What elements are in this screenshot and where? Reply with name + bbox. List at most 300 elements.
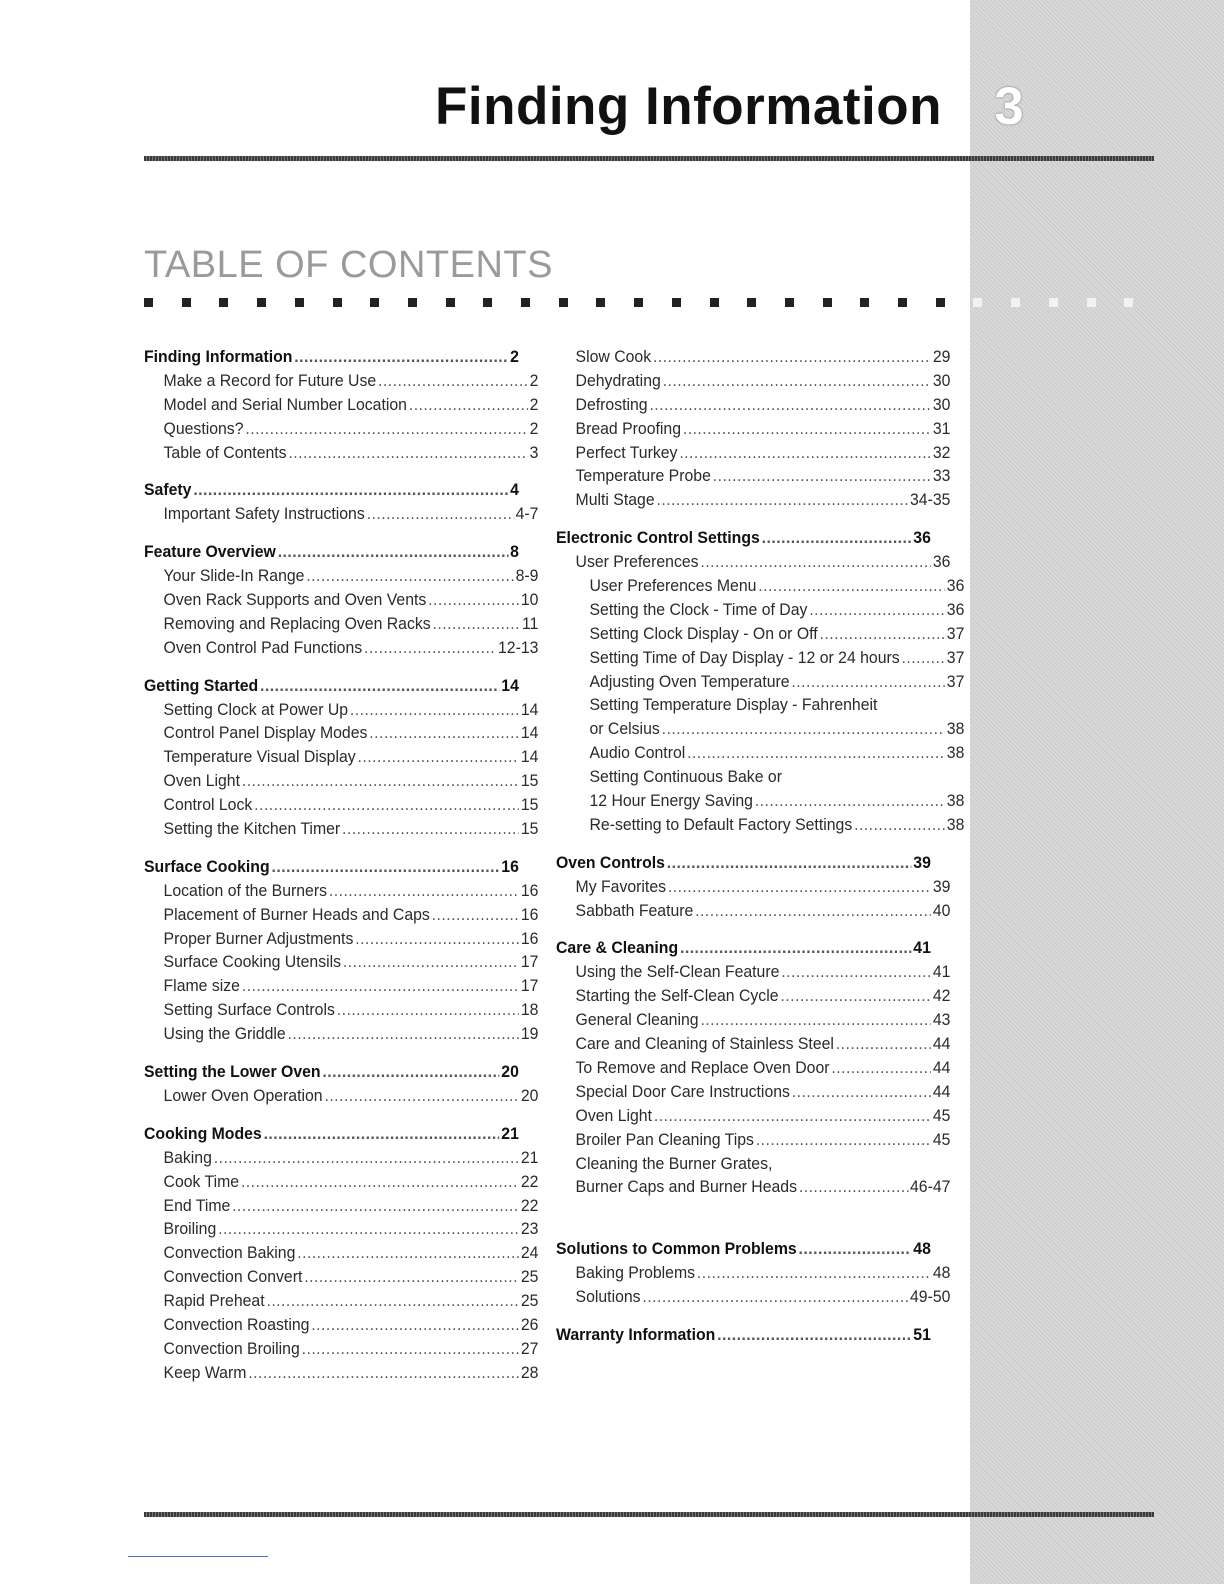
toc-entry-title: Setting the Lower Oven bbox=[144, 1062, 321, 1082]
toc-entry[interactable] bbox=[144, 1313, 538, 1337]
toc-entry[interactable] bbox=[556, 488, 950, 512]
dot-leader bbox=[902, 646, 945, 670]
toc-entry[interactable] bbox=[144, 369, 538, 393]
toc-section[interactable] bbox=[556, 1237, 931, 1261]
toc-entry-page: 41 bbox=[932, 962, 951, 982]
toc-entry-title: General Cleaning bbox=[575, 1010, 699, 1030]
toc-entry-page: 36 bbox=[946, 599, 965, 619]
toc-section[interactable] bbox=[144, 1060, 519, 1084]
toc-spacer bbox=[556, 837, 931, 851]
toc-spacer bbox=[144, 1046, 519, 1060]
chapter-number: 3 bbox=[994, 77, 1024, 136]
toc-entry[interactable] bbox=[556, 550, 950, 574]
toc-entry-page: 16 bbox=[520, 880, 539, 900]
dot-leader bbox=[649, 393, 931, 417]
toc-entry[interactable] bbox=[556, 1056, 950, 1080]
toc-entry-page: 39 bbox=[932, 876, 951, 896]
toc-entry[interactable] bbox=[556, 1285, 950, 1309]
decorative-square bbox=[1087, 298, 1096, 307]
dot-leader bbox=[799, 1237, 912, 1261]
toc-entry-page: 36 bbox=[913, 528, 931, 548]
toc-entry[interactable] bbox=[144, 393, 538, 417]
toc-entry-page: 38 bbox=[946, 791, 965, 811]
dot-leader bbox=[799, 1175, 908, 1199]
dot-leader bbox=[248, 1361, 519, 1385]
toc-entry-page: 16 bbox=[520, 904, 539, 924]
toc-entry-page: 37 bbox=[946, 671, 965, 691]
toc-entry[interactable] bbox=[144, 612, 538, 636]
toc-entry-title: Rapid Preheat bbox=[163, 1291, 265, 1311]
toc-entry-title: Setting Temperature Display - Fahrenheit bbox=[589, 695, 878, 715]
toc-entry[interactable] bbox=[144, 998, 538, 1022]
toc-entry-page: 34-35 bbox=[909, 490, 951, 510]
toc-entry[interactable] bbox=[556, 441, 950, 465]
toc-entry-page: 46-47 bbox=[909, 1177, 951, 1197]
toc-entry-title: Dehydrating bbox=[575, 370, 661, 390]
dot-leader bbox=[662, 717, 945, 741]
toc-spacer bbox=[556, 1199, 931, 1237]
dot-leader bbox=[294, 345, 508, 369]
toc-entry-page: 8 bbox=[510, 542, 519, 562]
dot-leader bbox=[337, 998, 519, 1022]
toc-entry-title: Control Panel Display Modes bbox=[163, 723, 368, 743]
dot-leader bbox=[756, 1128, 931, 1152]
dot-leader bbox=[683, 417, 931, 441]
toc-column-right bbox=[556, 345, 965, 1347]
toc-entry[interactable] bbox=[144, 698, 538, 722]
toc-entry[interactable] bbox=[144, 1194, 538, 1218]
toc-entry-page: 2 bbox=[529, 370, 539, 390]
toc-entry-page: 32 bbox=[932, 442, 951, 462]
toc-entry[interactable] bbox=[144, 879, 538, 903]
toc-entry[interactable] bbox=[556, 741, 964, 765]
toc-entry-page: 14 bbox=[520, 723, 539, 743]
toc-entry-title: Setting Clock at Power Up bbox=[163, 699, 349, 719]
toc-entry-page: 14 bbox=[501, 675, 519, 695]
toc-entry-title: or Celsius bbox=[589, 719, 660, 739]
toc-entry[interactable] bbox=[144, 1084, 538, 1108]
toc-entry-title: Oven Rack Supports and Oven Vents bbox=[163, 590, 427, 610]
toc-entry-page: 41 bbox=[913, 938, 931, 958]
toc-entry-page: 10 bbox=[520, 590, 539, 610]
toc-entry-page: 51 bbox=[913, 1324, 931, 1344]
toc-entry-title: Removing and Replacing Oven Racks bbox=[163, 613, 431, 633]
toc-entry-title: Flame size bbox=[163, 976, 240, 996]
dot-leader bbox=[680, 936, 911, 960]
toc-entry[interactable] bbox=[144, 1170, 538, 1194]
toc-section[interactable] bbox=[144, 674, 519, 698]
page-title: Finding Information bbox=[434, 77, 942, 136]
decorative-square bbox=[333, 298, 342, 307]
dot-leader bbox=[350, 698, 519, 722]
decorative-square bbox=[596, 298, 605, 307]
dot-leader bbox=[297, 1241, 519, 1265]
dot-leader bbox=[432, 903, 519, 927]
toc-entry[interactable] bbox=[144, 1289, 538, 1313]
toc-entry[interactable] bbox=[144, 903, 538, 927]
bottom-divider bbox=[144, 1512, 1154, 1517]
toc-entry-page: 42 bbox=[932, 986, 951, 1006]
side-band bbox=[970, 0, 1224, 1584]
dot-leader bbox=[304, 1265, 519, 1289]
dot-leader bbox=[288, 1022, 519, 1046]
dot-leader bbox=[713, 464, 931, 488]
toc-entry-title: Slow Cook bbox=[575, 347, 652, 366]
toc-entry-title: Temperature Visual Display bbox=[163, 747, 356, 767]
toc-entry-page: 44 bbox=[932, 1034, 951, 1054]
toc-entry[interactable] bbox=[144, 636, 538, 660]
dot-leader bbox=[700, 550, 931, 574]
decorative-square bbox=[634, 298, 643, 307]
dot-leader bbox=[780, 984, 931, 1008]
decorative-square bbox=[182, 298, 191, 307]
toc-entry-page: 2 bbox=[510, 347, 519, 366]
toc-entry[interactable] bbox=[556, 646, 964, 670]
toc-entry[interactable] bbox=[556, 1104, 950, 1128]
toc-section[interactable] bbox=[144, 345, 519, 369]
toc-entry-page: 15 bbox=[520, 819, 539, 839]
toc-entry-page: 44 bbox=[932, 1081, 951, 1101]
toc-entry-title: Keep Warm bbox=[163, 1362, 247, 1382]
toc-entry-page: 15 bbox=[520, 771, 539, 791]
toc-entry[interactable] bbox=[556, 464, 950, 488]
toc-entry-title: Location of the Burners bbox=[163, 880, 328, 900]
toc-entry-title: Oven Controls bbox=[556, 852, 665, 872]
toc-entry[interactable] bbox=[144, 1337, 538, 1361]
toc-entry-title: Temperature Probe bbox=[575, 466, 711, 486]
toc-entry-title: Defrosting bbox=[575, 394, 648, 414]
toc-entry[interactable] bbox=[144, 1022, 538, 1046]
toc-entry[interactable] bbox=[556, 574, 964, 598]
dot-leader bbox=[241, 1170, 519, 1194]
toc-entry-title: Model and Serial Number Location bbox=[163, 394, 407, 414]
toc-entry-page: 38 bbox=[946, 719, 965, 739]
dot-leader bbox=[697, 1261, 931, 1285]
toc-entry-title: Make a Record for Future Use bbox=[163, 370, 377, 390]
dot-leader bbox=[854, 813, 945, 837]
toc-entry-title: Placement of Burner Heads and Caps bbox=[163, 904, 430, 924]
toc-section[interactable] bbox=[556, 851, 931, 875]
toc-entry[interactable] bbox=[556, 693, 964, 717]
toc-entry-title: Baking bbox=[163, 1147, 212, 1167]
dot-leader bbox=[342, 817, 519, 841]
toc-entry-title: Cleaning the Burner Grates, bbox=[575, 1153, 773, 1173]
toc-entry[interactable] bbox=[556, 1032, 950, 1056]
toc-entry-title: 12 Hour Energy Saving bbox=[589, 791, 753, 811]
toc-entry-title: Lower Oven Operation bbox=[163, 1085, 323, 1105]
toc-entry-title: Convection Convert bbox=[163, 1267, 303, 1287]
dot-leader bbox=[667, 851, 912, 875]
toc-entry-page: 22 bbox=[520, 1171, 539, 1191]
footer-underline bbox=[128, 1556, 268, 1557]
toc-entry-title: Feature Overview bbox=[144, 542, 276, 562]
toc-entry[interactable] bbox=[144, 950, 538, 974]
decorative-square bbox=[785, 298, 794, 307]
toc-entry-page: 15 bbox=[520, 795, 539, 815]
toc-spacer bbox=[144, 841, 519, 855]
toc-entry[interactable] bbox=[556, 899, 950, 923]
toc-section[interactable] bbox=[556, 1323, 931, 1347]
decorative-square bbox=[1049, 298, 1058, 307]
toc-entry[interactable] bbox=[556, 813, 964, 837]
toc-section[interactable] bbox=[144, 478, 519, 502]
toc-entry-page: 3 bbox=[529, 442, 539, 462]
toc-entry-title: Control Lock bbox=[163, 795, 253, 815]
dot-leader bbox=[242, 769, 519, 793]
toc-entry-page: 21 bbox=[520, 1147, 539, 1167]
toc-entry-page: 30 bbox=[932, 394, 951, 414]
toc-entry-page: 16 bbox=[520, 928, 539, 948]
toc-entry[interactable] bbox=[144, 974, 538, 998]
toc-entry-page: 48 bbox=[932, 1263, 951, 1283]
toc-entry-title: Warranty Information bbox=[556, 1324, 716, 1344]
toc-entry-page: 38 bbox=[946, 814, 965, 834]
toc-entry[interactable] bbox=[556, 345, 950, 369]
toc-entry-title: Solutions bbox=[575, 1287, 641, 1307]
dot-leader bbox=[278, 540, 509, 564]
toc-entry-title: Re-setting to Default Factory Settings bbox=[589, 814, 853, 834]
toc-entry[interactable] bbox=[144, 769, 538, 793]
toc-entry-page: 11 bbox=[522, 613, 539, 633]
dot-leader bbox=[668, 875, 931, 899]
toc-section[interactable] bbox=[144, 855, 519, 879]
toc-entry[interactable] bbox=[144, 417, 538, 441]
dot-leader bbox=[324, 1084, 519, 1108]
dot-leader bbox=[656, 488, 908, 512]
toc-entry-page: 17 bbox=[520, 952, 539, 972]
dot-leader bbox=[663, 369, 931, 393]
dot-leader bbox=[679, 441, 931, 465]
dot-leader bbox=[343, 950, 519, 974]
toc-entry-page: 44 bbox=[932, 1057, 951, 1077]
toc-entry[interactable] bbox=[144, 1361, 538, 1385]
toc-entry[interactable] bbox=[144, 1217, 538, 1241]
toc-entry-page: 19 bbox=[520, 1024, 539, 1044]
toc-entry-title: My Favorites bbox=[575, 876, 667, 896]
dot-leader bbox=[214, 1146, 519, 1170]
toc-entry[interactable] bbox=[556, 393, 950, 417]
decorative-square bbox=[898, 298, 907, 307]
toc-spacer bbox=[144, 1108, 519, 1122]
toc-entry-title: Setting Surface Controls bbox=[163, 1000, 335, 1020]
toc-entry-page: 26 bbox=[520, 1314, 539, 1334]
dot-leader bbox=[781, 960, 931, 984]
toc-entry-page: 29 bbox=[932, 347, 951, 366]
toc-section[interactable] bbox=[556, 936, 931, 960]
toc-entry[interactable] bbox=[144, 588, 538, 612]
dot-leader bbox=[245, 417, 527, 441]
decorative-square bbox=[1011, 298, 1020, 307]
decorative-square bbox=[1124, 298, 1133, 307]
decorative-square bbox=[559, 298, 568, 307]
toc-entry-title: Oven Control Pad Functions bbox=[163, 637, 363, 657]
toc-entry-page: 37 bbox=[946, 647, 965, 667]
toc-section[interactable] bbox=[144, 540, 519, 564]
dot-leader bbox=[358, 745, 519, 769]
toc-entry-page: 14 bbox=[520, 747, 539, 767]
toc-entry-title: Using the Griddle bbox=[163, 1024, 286, 1044]
toc-entry-title: Oven Light bbox=[575, 1105, 653, 1125]
toc-entry[interactable] bbox=[556, 1261, 950, 1285]
decorative-square bbox=[936, 298, 945, 307]
toc-entry[interactable] bbox=[556, 1128, 950, 1152]
toc-entry-title: User Preferences Menu bbox=[589, 576, 757, 596]
decorative-square bbox=[370, 298, 379, 307]
dot-leader bbox=[288, 441, 527, 465]
dot-leader bbox=[654, 1104, 931, 1128]
dot-leader bbox=[232, 1194, 519, 1218]
dot-leader bbox=[791, 670, 945, 694]
toc-entry[interactable] bbox=[144, 1241, 538, 1265]
dot-leader bbox=[809, 598, 945, 622]
toc-entry[interactable] bbox=[556, 765, 964, 789]
toc-entry[interactable] bbox=[556, 670, 964, 694]
toc-entry-title: Finding Information bbox=[144, 347, 293, 366]
toc-entry-page: 43 bbox=[932, 1010, 951, 1030]
toc-entry-title: Using the Self-Clean Feature bbox=[575, 962, 780, 982]
toc-entry-page: 4 bbox=[510, 480, 519, 500]
toc-section[interactable] bbox=[144, 1122, 519, 1146]
toc-entry-title: Burner Caps and Burner Heads bbox=[575, 1177, 798, 1197]
toc-entry[interactable] bbox=[144, 441, 538, 465]
toc-heading: TABLE OF CONTENTS bbox=[144, 244, 553, 286]
toc-entry-title: Adjusting Oven Temperature bbox=[589, 671, 790, 691]
dot-leader bbox=[367, 502, 514, 526]
toc-entry-page: 30 bbox=[932, 370, 951, 390]
toc-entry-title: Setting the Clock - Time of Day bbox=[589, 599, 808, 619]
toc-entry-page: 2 bbox=[529, 418, 539, 438]
toc-entry-page: 16 bbox=[501, 856, 519, 876]
dot-leader bbox=[758, 574, 945, 598]
toc-entry[interactable] bbox=[556, 1008, 950, 1032]
toc-entry[interactable] bbox=[556, 1152, 950, 1176]
toc-entry[interactable] bbox=[144, 721, 538, 745]
toc-entry[interactable] bbox=[556, 1175, 950, 1199]
dot-leader bbox=[378, 369, 528, 393]
dot-leader bbox=[700, 1008, 931, 1032]
toc-entry-title: Care and Cleaning of Stainless Steel bbox=[575, 1034, 834, 1054]
toc-entry[interactable] bbox=[144, 564, 538, 588]
decorative-square bbox=[483, 298, 492, 307]
toc-entry-page: 36 bbox=[932, 552, 951, 572]
toc-entry-page: 36 bbox=[946, 576, 965, 596]
decorative-square bbox=[823, 298, 832, 307]
toc-entry[interactable] bbox=[144, 817, 538, 841]
toc-entry-page: 20 bbox=[501, 1062, 519, 1082]
toc-entry-title: Broiling bbox=[163, 1219, 217, 1239]
toc-entry-page: 20 bbox=[520, 1085, 539, 1105]
dot-leader bbox=[428, 588, 519, 612]
toc-entry[interactable] bbox=[556, 717, 964, 741]
toc-entry[interactable] bbox=[144, 1146, 538, 1170]
toc-entry-page: 38 bbox=[946, 743, 965, 763]
dot-leader bbox=[762, 526, 912, 550]
dot-leader bbox=[364, 636, 496, 660]
toc-spacer bbox=[144, 526, 519, 540]
toc-entry-title: Bread Proofing bbox=[575, 418, 681, 438]
toc-entry-title: To Remove and Replace Oven Door bbox=[575, 1057, 830, 1077]
toc-entry[interactable] bbox=[556, 598, 964, 622]
toc-entry[interactable] bbox=[556, 960, 950, 984]
dot-leader bbox=[193, 478, 508, 502]
toc-entry[interactable] bbox=[556, 369, 950, 393]
toc-entry-title: Table of Contents bbox=[163, 442, 287, 462]
toc-entry-page: 17 bbox=[520, 976, 539, 996]
toc-entry-page: 45 bbox=[932, 1105, 951, 1125]
dot-leader bbox=[687, 741, 945, 765]
dot-leader bbox=[242, 974, 519, 998]
dot-leader bbox=[254, 793, 519, 817]
decorative-square bbox=[408, 298, 417, 307]
toc-entry-page: 31 bbox=[932, 418, 951, 438]
dot-leader bbox=[329, 879, 519, 903]
toc-entry-title: Baking Problems bbox=[575, 1263, 696, 1283]
toc-section[interactable] bbox=[556, 526, 931, 550]
toc-entry-title: Questions? bbox=[163, 418, 244, 438]
dot-leader bbox=[717, 1323, 911, 1347]
toc-entry-title: Surface Cooking Utensils bbox=[163, 952, 342, 972]
decorative-square bbox=[295, 298, 304, 307]
toc-entry-page: 33 bbox=[932, 466, 951, 486]
toc-entry-title: User Preferences bbox=[575, 552, 699, 572]
dot-leader bbox=[642, 1285, 908, 1309]
toc-entry-title: Getting Started bbox=[144, 675, 259, 695]
toc-entry-title: Care & Cleaning bbox=[556, 938, 679, 958]
dot-leader bbox=[260, 674, 499, 698]
toc-entry-page: 37 bbox=[946, 623, 965, 643]
toc-entry[interactable] bbox=[144, 745, 538, 769]
toc-entry-page: 12-13 bbox=[497, 637, 539, 657]
toc-entry-page: 8-9 bbox=[515, 566, 539, 586]
dot-leader bbox=[831, 1056, 931, 1080]
toc-entry-page: 14 bbox=[520, 699, 539, 719]
toc-entry-title: Solutions to Common Problems bbox=[556, 1239, 797, 1259]
toc-entry[interactable] bbox=[556, 984, 950, 1008]
toc-entry[interactable] bbox=[556, 622, 964, 646]
toc-entry[interactable] bbox=[144, 502, 538, 526]
dot-leader bbox=[433, 612, 521, 636]
toc-entry-title: Oven Light bbox=[163, 771, 241, 791]
toc-entry[interactable] bbox=[556, 417, 950, 441]
toc-spacer bbox=[556, 1309, 931, 1323]
toc-entry[interactable] bbox=[556, 789, 964, 813]
toc-entry-title: Setting Continuous Bake or bbox=[589, 767, 782, 787]
toc-entry-title: End Time bbox=[163, 1195, 231, 1215]
toc-entry-page: 40 bbox=[932, 900, 951, 920]
toc-spacer bbox=[144, 660, 519, 674]
decorative-square bbox=[144, 298, 153, 307]
toc-entry[interactable] bbox=[556, 875, 950, 899]
toc-entry-title: Cooking Modes bbox=[144, 1123, 262, 1143]
toc-entry[interactable] bbox=[556, 1080, 950, 1104]
toc-entry[interactable] bbox=[144, 927, 538, 951]
decorative-square bbox=[257, 298, 266, 307]
toc-entry-title: Setting Clock Display - On or Off bbox=[589, 623, 818, 643]
top-divider bbox=[144, 156, 1154, 161]
toc-entry[interactable] bbox=[144, 1265, 538, 1289]
toc-entry-title: Safety bbox=[144, 480, 192, 500]
toc-spacer bbox=[144, 464, 519, 478]
toc-entry-title: Important Safety Instructions bbox=[163, 504, 365, 524]
toc-entry[interactable] bbox=[144, 793, 538, 817]
toc-entry-page: 28 bbox=[520, 1362, 539, 1382]
decorative-square bbox=[710, 298, 719, 307]
toc-entry-page: 49-50 bbox=[909, 1287, 951, 1307]
toc-entry-title: Multi Stage bbox=[575, 490, 655, 510]
decorative-square bbox=[219, 298, 228, 307]
toc-entry-page: 25 bbox=[520, 1267, 539, 1287]
toc-entry-title: Your Slide-In Range bbox=[163, 566, 305, 586]
